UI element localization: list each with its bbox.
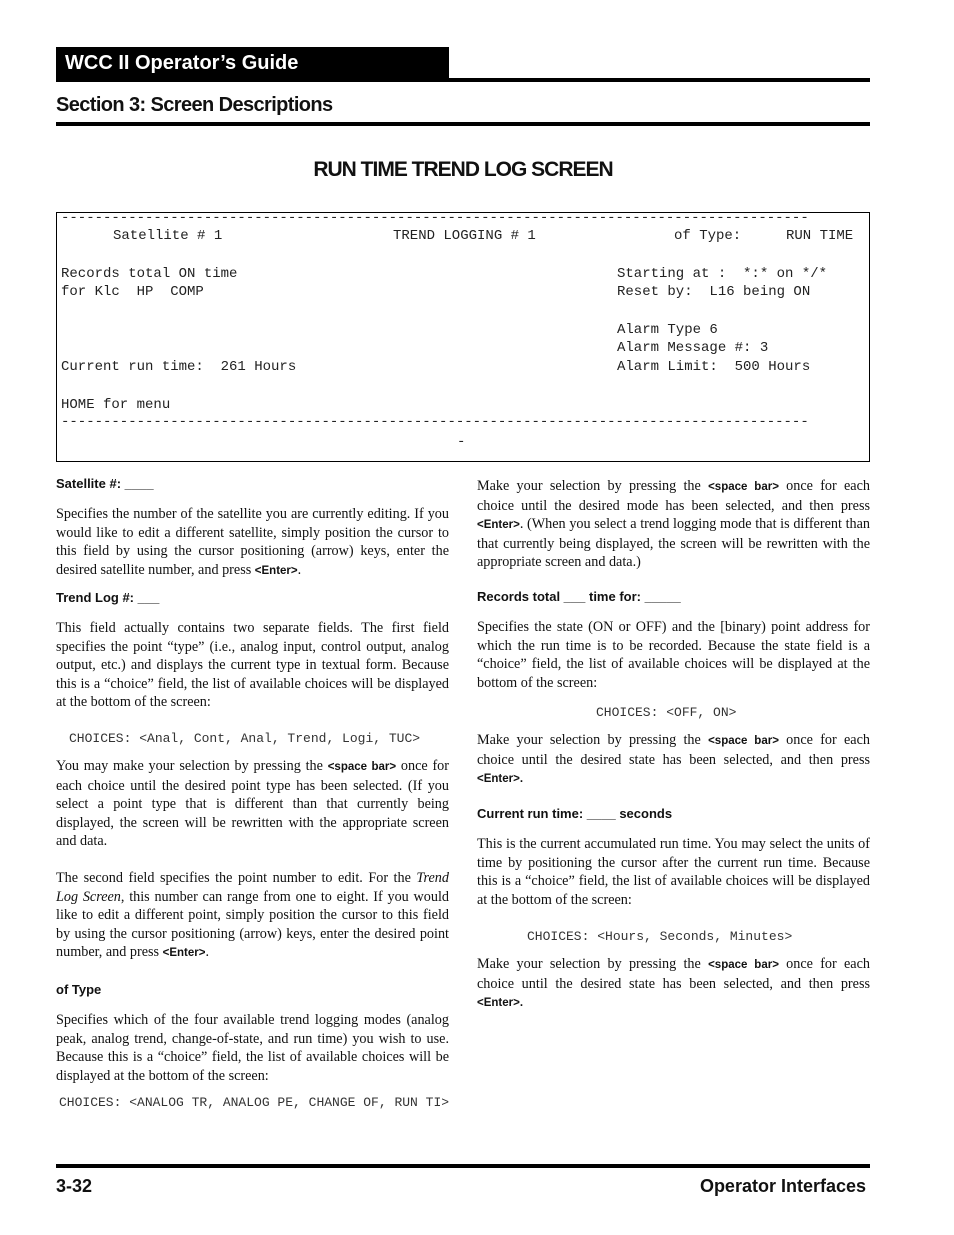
second-field-paragraph: The second field specifies the point number to edit. For the Trend Log Screen, this number can range from one to eight. If you would like to edit a different point, simply position the cursor to this field by using the cursor positioning (arrow) keys, enter the desired point number, and press <Enter>. <box>56 870 449 961</box>
choices-trend-mode: CHOICES: <ANALOG TR, ANALOG PE, CHANGE OF, RUN TI> <box>59 1095 450 1110</box>
alarm-limit-field: Alarm Limit: 500 Hours <box>617 359 811 375</box>
screen-title: RUN TIME TREND LOG SCREEN <box>313 158 613 181</box>
alarm-message-field: Alarm Message #: 3 <box>617 340 769 356</box>
terminal-cursor: - <box>457 434 466 450</box>
space-bar-key-label: <space bar> <box>327 761 397 773</box>
home-menu-hint: HOME for menu <box>61 397 171 413</box>
current-run-time-paragraph: This is the current accumulated run time. You may select the units of time by positioning the cursor after the current run time. Because this is a “choice” field, the list of available choices will be displayed at the bottom of the screen: <box>477 836 870 908</box>
records-total-paragraph: Specifies the state (ON or OFF) and the [binary) point address for which the run time is to be recorded. Because the state field is a “choice” field, the list of available choices will be displayed at the bottom of the screen: <box>477 619 870 691</box>
trend-logging-field: TREND LOGGING # 1 <box>393 228 536 244</box>
select-state-paragraph: Make your selection by pressing the <space bar> once for each choice until the desired state has been selected, and then press <Enter>. <box>477 732 870 786</box>
current-run-time-field: Current run time: 261 Hours <box>61 359 297 375</box>
trend-log-paragraph: This field actually contains two separate fields. The first field specifies the point “type” (i.e., analog input, control output, analog output, etc.) and displays the current type in textual form. Because this is a “choice” field, the list of available choices will be displayed at the bottom of the screen: <box>56 620 449 711</box>
header-rule <box>56 78 870 82</box>
footer-title: Operator Interfaces <box>699 1176 866 1196</box>
current-run-time-heading: Current run time: ____ seconds <box>477 806 673 821</box>
guide-title: WCC II Operator’s Guide <box>56 47 449 80</box>
select-point-type-paragraph: You may make your selection by pressing the <space bar> once for each choice until the desired point type has been selected. (If you select a point type that is different than that currently being displayed, the screen will be rewritten with the appropriate screen and data. <box>56 758 449 850</box>
select-mode-paragraph: Make your selection by pressing the <space bar> once for each choice until the desired mode has been selected, and then press <Enter>. (When you select a trend logging mode that is different than that currently being displayed, the screen will be rewritten with the appropriate screen and data.) <box>477 478 870 571</box>
page-number: 3-32 <box>56 1176 93 1196</box>
of-type-heading: of Type <box>56 982 102 997</box>
enter-key-label: <Enter> <box>254 564 298 577</box>
of-type-paragraph: Specifies which of the four available trend logging modes (analog peak, analog trend, change-of-state, and run time) you wish to use. Because this is a “choice” field, the list of available choices will be displayed at the bottom of the screen: <box>56 1012 449 1084</box>
satellite-heading: Satellite #: ____ <box>56 476 154 491</box>
choices-state: CHOICES: <OFF, ON> <box>596 705 737 720</box>
terminal-bottom-rule: ----------------------------------------------------------------------------------------- <box>61 414 809 430</box>
choices-time-units: CHOICES: <Hours, Seconds, Minutes> <box>527 929 793 944</box>
section-title: Section 3: Screen Descriptions <box>56 94 333 116</box>
satellite-paragraph: Specifies the number of the satellite you are currently editing. If you would like to edit a different satellite, simply position the cursor to this field by using the cursor positioning (arrow) keys, enter the desired satellite number, and press <Enter>. <box>56 506 449 578</box>
starting-at-field: Starting at : *:* on */* <box>617 266 828 282</box>
select-units-paragraph: Make your selection by pressing the <space bar> once for each choice until the desired state has been selected, and then press <Enter>. <box>477 956 870 1010</box>
records-total-heading: Records total ___ time for: _____ <box>477 589 681 604</box>
satellite-field: Satellite # 1 <box>113 228 223 244</box>
records-line-1: Records total ON time <box>61 266 238 282</box>
footer-rule <box>56 1164 870 1168</box>
of-type-label: of Type: <box>674 228 742 244</box>
records-line-2: for Klc HP COMP <box>61 284 204 300</box>
of-type-value: RUN TIME <box>786 228 854 244</box>
section-rule <box>56 122 870 126</box>
terminal-top-rule: ----------------------------------------------------------------------------------------- <box>61 212 809 226</box>
alarm-type-field: Alarm Type 6 <box>617 322 718 338</box>
choices-point-type: CHOICES: <Anal, Cont, Anal, Trend, Logi, TUC> <box>69 731 421 746</box>
terminal-screen <box>56 212 870 462</box>
trend-log-heading: Trend Log #: ___ <box>56 590 160 605</box>
reset-by-field: Reset by: L16 being ON <box>617 284 811 300</box>
